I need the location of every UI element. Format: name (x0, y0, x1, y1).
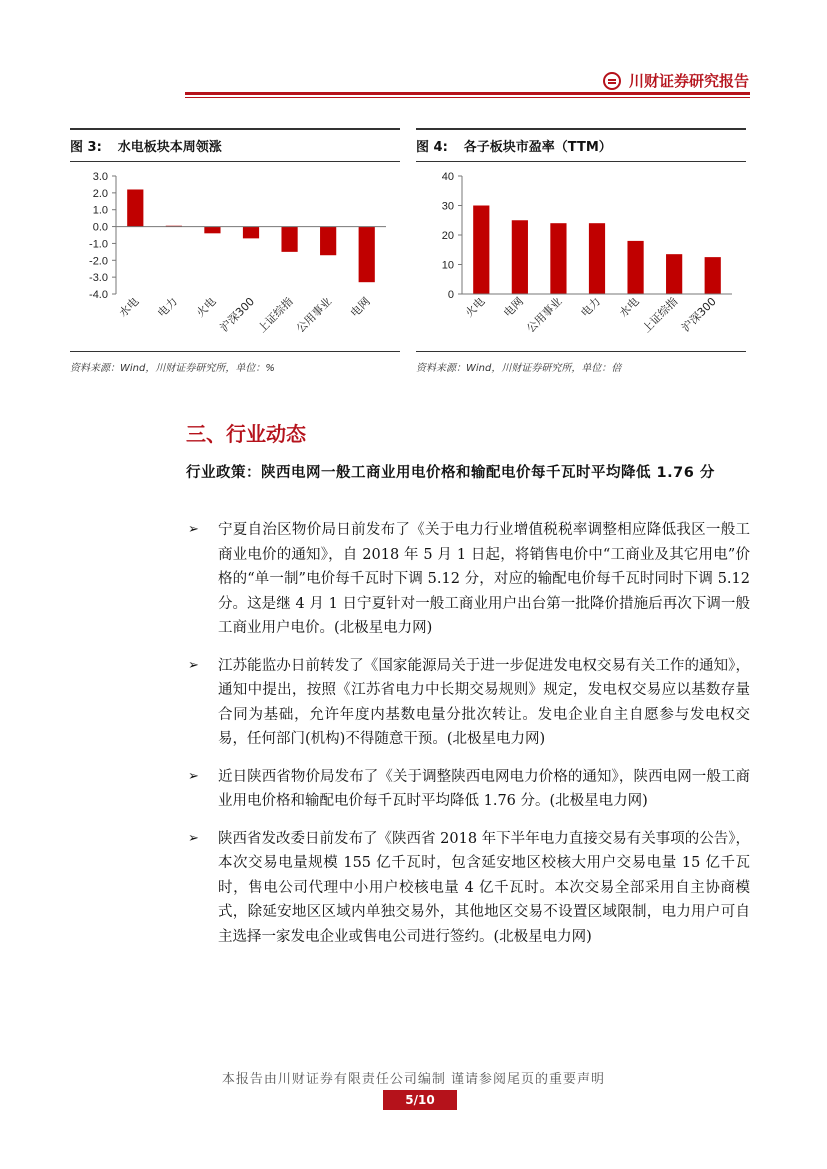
header-rule-thin (185, 97, 750, 98)
x-tick-label: 电网 (501, 294, 526, 320)
news-list (186, 518, 750, 962)
x-tick-label: 火电 (193, 294, 219, 320)
bar-chart-pe-ratio (416, 162, 746, 352)
y-tick-label: 0 (447, 289, 454, 301)
list-item (186, 518, 750, 641)
y-tick-label: -2.0 (89, 255, 108, 268)
x-tick-label: 电网 (348, 294, 373, 320)
y-tick-label: -3.0 (89, 272, 108, 285)
x-tick-label: 上证综指 (255, 294, 296, 336)
y-tick-label: 40 (441, 171, 454, 183)
x-tick-label: 公用事业 (293, 294, 335, 336)
figure-source: 资料来源：Wind，川财证券研究所，单位：% (70, 363, 275, 374)
y-tick-label: 1.0 (92, 204, 108, 217)
bar (666, 254, 682, 294)
figure-bottom-rule (416, 351, 746, 352)
page-number: 5/10 (383, 1090, 457, 1110)
list-item (186, 827, 750, 950)
arrowhead-bullet-icon: ➢ (188, 657, 199, 673)
x-tick-label: 电力 (578, 294, 604, 320)
y-tick-label: 3.0 (92, 171, 108, 183)
x-tick-label: 火电 (462, 294, 488, 320)
x-tick-label: 沪深300 (679, 294, 719, 335)
x-tick-label: 水电 (116, 294, 142, 320)
bar (627, 241, 643, 294)
bar (127, 189, 143, 226)
y-tick-label: 2.0 (92, 187, 108, 200)
figure-label: 图 3: (70, 140, 102, 155)
bar (473, 206, 489, 295)
policy-heading: 行业政策：陕西电网一般工商业用电价格和输配电价每千瓦时平均降低 1.76 分 (186, 465, 715, 481)
bar (281, 227, 297, 252)
report-brand (603, 70, 749, 91)
brand-text: 川财证券研究报告 (628, 72, 749, 90)
bar (243, 227, 259, 239)
figure-source: 资料来源：Wind，川财证券研究所，单位：倍 (416, 363, 622, 374)
bar (550, 223, 566, 294)
x-tick-label: 上证综指 (639, 294, 681, 336)
list-item-text: 近日陕西省物价局发布了《关于调整陕西电网电力价格的通知》，陕西电网一般工商业用电价格和输配电价每千瓦时平均降低 1.76 分。(北极星电力网) (218, 768, 750, 809)
bar (512, 220, 528, 294)
bar (705, 257, 721, 294)
list-item-text: 陕西省发改委日前发布了《陕西省 2018 年下半年电力直接交易有关事项的公告》，本次交易电量规模 155 亿千瓦时，包含延安地区校核大用户交易电量 15 亿千瓦时，售电公司代理中小用户校核电量 4 亿千瓦时。本次交易全部采用自主协商模式，除延安地区区域内单独交易外，其他地区交易不设置区域限制，电力用户可自主选择一家发电企业或售电公司进行签约。(北极星电力网) (218, 830, 750, 945)
x-tick-label: 水电 (616, 294, 642, 320)
x-tick-label: 电力 (155, 294, 180, 320)
header-rule (185, 92, 750, 95)
y-tick-label: 10 (441, 259, 454, 272)
figure-title (416, 130, 746, 162)
figure-4 (416, 128, 746, 353)
x-tick-label: 沪深300 (217, 294, 258, 335)
y-tick-label: 30 (441, 200, 454, 213)
figure-bottom-rule (70, 351, 400, 352)
figure-3 (70, 128, 400, 353)
list-item (186, 765, 750, 814)
list-item-text: 宁夏自治区物价局日前发布了《关于电力行业增值税税率调整相应降低我区一般工商业电价的通知》，自 2018 年 5 月 1 日起，将销售电价中“工商业及其它用电”价格的“单一制”电价每千瓦时下调 5.12 分，对应的输配电价每千瓦时同时下调 5.12 分。这是继 4 月 1 日宁夏针对一般工商业用户出台第一批降价措施后再次下调一般工商业用户电价。(北极星电力网) (218, 522, 750, 636)
figure-title (70, 130, 400, 162)
section-title: 三、行业动态 (186, 422, 306, 446)
arrowhead-bullet-icon: ➢ (188, 768, 199, 784)
bar (359, 227, 375, 283)
bar (320, 227, 336, 256)
list-item-text: 江苏能监办日前转发了《国家能源局关于进一步促进发电权交易有关工作的通知》，通知中提出，按照《江苏省电力中长期交易规则》规定，发电权交易应以基数存量合同为基础，允许年度内基数电量分批次转让。发电企业自主自愿参与发电权交易，任何部门(机构)不得随意干预。(北极星电力网) (218, 657, 750, 747)
bar-chart-weekly-change (70, 162, 400, 352)
list-item (186, 654, 750, 752)
bar (589, 223, 605, 294)
y-tick-label: -4.0 (89, 289, 108, 301)
arrowhead-bullet-icon: ➢ (188, 830, 199, 846)
figure-label: 图 4: (416, 140, 448, 155)
footer-disclaimer: 本报告由川财证券有限责任公司编制 谨请参阅尾页的重要声明 (221, 1072, 606, 1087)
figure-caption: 水电板块本周领涨 (117, 140, 222, 155)
bar (204, 227, 220, 234)
x-tick-label: 公用事业 (524, 294, 565, 336)
chuancai-logo-icon (603, 72, 621, 90)
y-tick-label: -1.0 (89, 238, 108, 251)
y-tick-label: 20 (441, 230, 454, 242)
figure-caption: 各子板块市盈率（TTM） (463, 140, 612, 155)
arrowhead-bullet-icon: ➢ (188, 522, 199, 537)
y-tick-label: 0.0 (92, 221, 108, 234)
